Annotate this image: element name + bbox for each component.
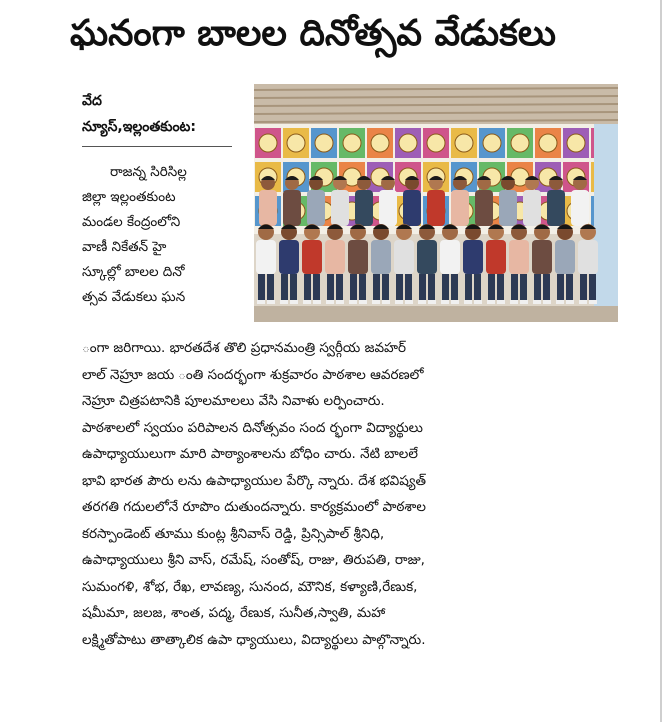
event-photo-image <box>254 84 618 322</box>
dateline-underline <box>82 146 232 147</box>
student-leg <box>488 274 495 302</box>
banner-emblem <box>511 134 529 152</box>
photo-floor <box>254 306 618 322</box>
student-back-row-body <box>331 190 349 226</box>
student-leg <box>258 274 265 302</box>
article-body-text <box>82 335 622 653</box>
student-front-row-body <box>440 240 460 274</box>
student-shoe <box>349 300 357 304</box>
student-shoe <box>326 300 334 304</box>
student-leg <box>534 274 541 302</box>
student-back-row-body <box>379 190 397 226</box>
student-front-row-body <box>348 240 368 274</box>
student-leg <box>543 274 550 302</box>
student-leg <box>290 274 297 302</box>
banner-emblem <box>483 134 501 152</box>
student-leg <box>405 274 412 302</box>
student-shoe <box>303 300 311 304</box>
banner-emblem <box>259 134 277 152</box>
student-front-row-body <box>463 240 483 274</box>
student-leg <box>580 274 587 302</box>
headline: ఘనంగా బాలల దినోత్సవ వేడుకలు <box>70 13 556 54</box>
student-shoe <box>497 300 505 304</box>
student-front-row-body <box>302 240 322 274</box>
student-shoe <box>313 300 321 304</box>
student-back-row-body <box>451 190 469 226</box>
student-shoe <box>464 300 472 304</box>
article-line: కరస్పాండెంట్ తూము కుంట్ల శ్రీనివాస్ రెడ్డి, ప్రిన్సిపాల్ శ్రీనిధి, <box>82 525 385 542</box>
student-leg <box>359 274 366 302</box>
student-back-row-body <box>283 190 301 226</box>
student-front-row-body <box>486 240 506 274</box>
student-front-row-body <box>532 240 552 274</box>
student-shoe <box>405 300 413 304</box>
student-leg <box>451 274 458 302</box>
student-back-row-body <box>307 190 325 226</box>
student-shoe <box>510 300 518 304</box>
student-front-row-body <box>394 240 414 274</box>
student-leg <box>350 274 357 302</box>
article-line: రాజన్న సిరిసిల్ల <box>110 164 187 180</box>
banner-emblem <box>287 134 305 152</box>
student-leg <box>497 274 504 302</box>
student-leg <box>396 274 403 302</box>
student-shoe <box>579 300 587 304</box>
student-leg <box>557 274 564 302</box>
student-shoe <box>280 300 288 304</box>
student-front-row-body <box>578 240 598 274</box>
student-front-row-body <box>279 240 299 274</box>
banner-emblem <box>315 134 333 152</box>
student-leg <box>428 274 435 302</box>
student-back-row-body <box>475 190 493 226</box>
article-line: లక్ష్మితోపాటు తాత్కాలిక ఉపా ధ్యాయులు, విద్యార్థులు పాల్గొన్నారు. <box>82 631 426 648</box>
article-line: షమీమా, జలజ, శాంత, పద్మ, రేణుక, సునీత,స్వాతి, మహా <box>82 605 386 621</box>
dateline <box>82 88 252 147</box>
student-shoe <box>359 300 367 304</box>
column-rule <box>660 0 662 722</box>
student-back-row-body <box>259 190 277 226</box>
student-shoe <box>474 300 482 304</box>
article-line: జిల్లా ఇల్లంతకుంట <box>82 189 176 205</box>
student-back-row-body <box>499 190 517 226</box>
student-back-row-body <box>523 190 541 226</box>
student-leg <box>465 274 472 302</box>
dateline-line-1: వేద <box>82 93 102 109</box>
student-leg <box>313 274 320 302</box>
student-shoe <box>441 300 449 304</box>
student-leg <box>474 274 481 302</box>
student-leg <box>442 274 449 302</box>
student-shoe <box>566 300 574 304</box>
student-leg <box>419 274 426 302</box>
student-shoe <box>382 300 390 304</box>
dateline-line-2: న్యూస్,ఇల్లంతకుంట: <box>82 119 196 135</box>
banner-emblem <box>371 134 389 152</box>
student-shoe <box>533 300 541 304</box>
student-shoe <box>395 300 403 304</box>
student-shoe <box>372 300 380 304</box>
student-leg <box>336 274 343 302</box>
student-shoe <box>290 300 298 304</box>
student-front-row-body <box>256 240 276 274</box>
student-shoe <box>418 300 426 304</box>
student-leg <box>566 274 573 302</box>
article-line: మండల కేంద్రంలోని <box>82 214 181 230</box>
event-photo <box>254 84 618 322</box>
banner-emblem <box>567 134 585 152</box>
student-back-row-body <box>403 190 421 226</box>
article-line: స్కూల్లో బాలల దినో <box>82 264 185 280</box>
wall-pillar <box>594 124 618 306</box>
banner-emblem <box>427 134 445 152</box>
student-shoe <box>520 300 528 304</box>
banner-emblem <box>343 134 361 152</box>
article-line: వాణీ నికేతన్ హై <box>82 239 167 255</box>
student-leg <box>327 274 334 302</box>
student-shoe <box>267 300 275 304</box>
banner-emblem <box>455 134 473 152</box>
student-leg <box>304 274 311 302</box>
student-leg <box>382 274 389 302</box>
student-shoe <box>428 300 436 304</box>
student-leg <box>373 274 380 302</box>
student-leg <box>520 274 527 302</box>
article-line: పాఠశాలలో స్వయం పరిపాలన దినోత్సవం సంద ర్భంగా విద్యార్థులు <box>82 419 423 436</box>
student-back-row-body <box>355 190 373 226</box>
student-front-row-body <box>371 240 391 274</box>
student-back-row-body <box>547 190 565 226</box>
student-back-row-body <box>571 190 589 226</box>
student-front-row-body <box>555 240 575 274</box>
article-line: భావి భారత పౌరు లను ఉపాధ్యాయుల పేర్కొ న్నారు. దేశ భవిష్యత్ <box>82 472 426 489</box>
article-line: లాల్ నెహ్రూ జయ ంతి సందర్భంగా శుక్రవారం పాఠశాల ఆవరణలో <box>82 366 424 383</box>
student-front-row-body <box>417 240 437 274</box>
student-shoe <box>589 300 597 304</box>
student-shoe <box>556 300 564 304</box>
student-shoe <box>543 300 551 304</box>
banner-emblem <box>399 134 417 152</box>
article-line: ఉపాధ్యాయులు శ్రీని వాస్, రమేష్, సంతోష్, రాజు, తిరుపతి, రాజు, <box>82 552 425 568</box>
student-shoe <box>487 300 495 304</box>
banner-emblem <box>539 134 557 152</box>
student-shoe <box>451 300 459 304</box>
article-line: ంగా జరిగాయి. భారతదేశ తొలి ప్రధానమంత్రి స్వర్గీయ జవహర్ <box>82 340 407 356</box>
student-front-row-body <box>509 240 529 274</box>
student-leg <box>281 274 288 302</box>
article-line: ఉపాధ్యాయులుగా మారి పాఠ్యాంశాలను బోధిం చారు. నేటి బాలలే <box>82 446 418 462</box>
article-column-text <box>82 160 242 310</box>
student-leg <box>267 274 274 302</box>
article-line: త్సవ వేడుకలు ఘన <box>82 289 186 305</box>
article-line: నెహ్రూ చిత్రపటానికి పూలమాలలు వేసి నివాళు లర్పించారు. <box>82 393 385 409</box>
student-leg <box>589 274 596 302</box>
student-shoe <box>257 300 265 304</box>
article-line: తరగతి గదులలోనే రూపొం దుతుందన్నారు. కార్యక్రమంలో పాఠశాల <box>82 499 426 515</box>
student-back-row-body <box>427 190 445 226</box>
student-front-row-body <box>325 240 345 274</box>
student-leg <box>511 274 518 302</box>
student-shoe <box>336 300 344 304</box>
article-line: సుమంగళి, శోభ, రేఖ, లావణ్య, సునంద, మౌనిక, కళ్యాణి,రేణుక, <box>82 578 418 595</box>
